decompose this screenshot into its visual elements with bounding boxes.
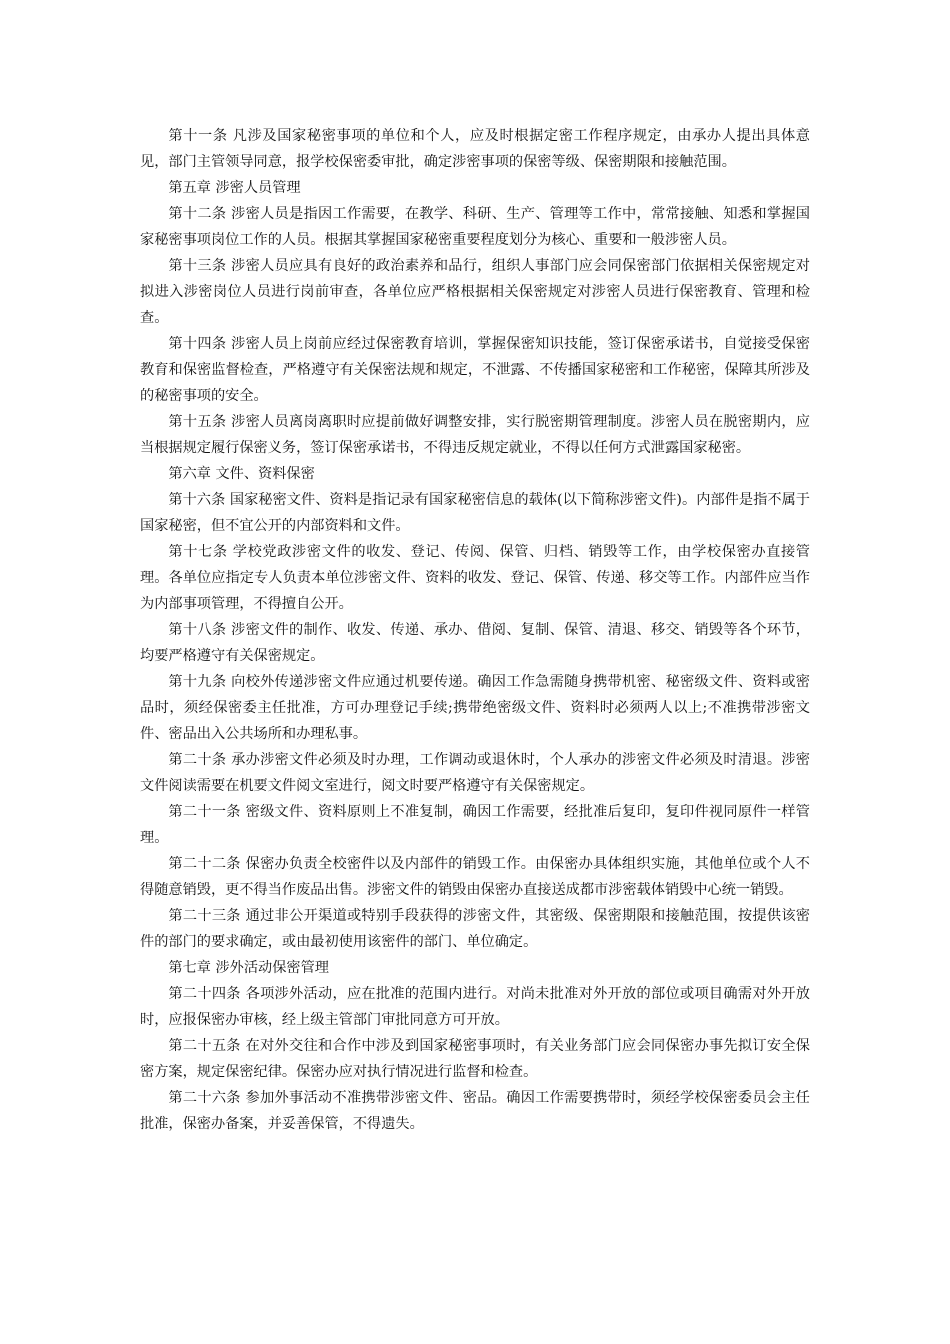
article-20: 第二十条 承办涉密文件必须及时办理，工作调动或退休时，个人承办的涉密文件必须及时清退。涉密文件阅读需要在机要文件阅文室进行，阅文时要严格遵守有关保密规定。 (140, 752, 810, 794)
article-21: 第二十一条 密级文件、资料原则上不准复制，确因工作需要，经批准后复印，复印件视同原件一样管理。 (140, 804, 810, 846)
article-23: 第二十三条 通过非公开渠道或特别手段获得的涉密文件，其密级、保密期限和接触范围，按提供该密件的部门的要求确定，或由最初使用该密件的部门、单位确定。 (140, 908, 810, 950)
chapter-7-heading: 第七章 涉外活动保密管理 (168, 960, 329, 976)
article-12: 第十二条 涉密人员是指因工作需要，在教学、科研、生产、管理等工作中，常常接触、知悉和掌握国家秘密事项岗位工作的人员。根据其掌握国家秘密重要程度划分为核心、重要和一般涉密人员。 (140, 206, 810, 248)
chapter-6-heading: 第六章 文件、资料保密 (168, 466, 315, 482)
article-11: 第十一条 凡涉及国家秘密事项的单位和个人，应及时根据定密工作程序规定，由承办人提出具体意见，部门主管领导同意，报学校保密委审批，确定涉密事项的保密等级、保密期限和接触范围。 (140, 128, 810, 170)
chapter-5-heading: 第五章 涉密人员管理 (168, 180, 301, 196)
article-19: 第十九条 向校外传递涉密文件应通过机要传递。确因工作急需随身携带机密、秘密级文件、资料或密品时，须经保密委主任批准，方可办理登记手续;携带绝密级文件、资料时必须两人以上;不准携带涉密文件、密品出入公共场所和办理私事。 (140, 674, 810, 742)
article-13: 第十三条 涉密人员应具有良好的政治素养和品行，组织人事部门应会同保密部门依据相关保密规定对拟进入涉密岗位人员进行岗前审查，各单位应严格根据相关保密规定对涉密人员进行保密教育、管理和检查。 (140, 258, 810, 326)
article-26: 第二十六条 参加外事活动不准携带涉密文件、密品。确因工作需要携带时，须经学校保密委员会主任批准，保密办备案，并妥善保管，不得遗失。 (140, 1090, 810, 1132)
document-page (140, 123, 810, 1137)
article-22: 第二十二条 保密办负责全校密件以及内部件的销毁工作。由保密办具体组织实施，其他单位或个人不得随意销毁，更不得当作废品出售。涉密文件的销毁由保密办直接送成都市涉密载体销毁中心统一销毁。 (140, 856, 810, 898)
article-15: 第十五条 涉密人员离岗离职时应提前做好调整安排，实行脱密期管理制度。涉密人员在脱密期内，应当根据规定履行保密义务，签订保密承诺书，不得违反规定就业，不得以任何方式泄露国家秘密。 (140, 414, 810, 456)
article-17: 第十七条 学校党政涉密文件的收发、登记、传阅、保管、归档、销毁等工作，由学校保密办直接管理。各单位应指定专人负责本单位涉密文件、资料的收发、登记、保管、传递、移交等工作。内部件应当作为内部事项管理，不得擅自公开。 (140, 544, 810, 612)
article-16: 第十六条 国家秘密文件、资料是指记录有国家秘密信息的载体(以下简称涉密文件)。内部件是指不属于国家秘密，但不宜公开的内部资料和文件。 (140, 492, 810, 534)
article-14: 第十四条 涉密人员上岗前应经过保密教育培训，掌握保密知识技能，签订保密承诺书，自觉接受保密教育和保密监督检查，严格遵守有关保密法规和规定，不泄露、不传播国家秘密和工作秘密，保障其所涉及的秘密事项的安全。 (140, 336, 810, 404)
article-25: 第二十五条 在对外交往和合作中涉及到国家秘密事项时，有关业务部门应会同保密办事先拟订安全保密方案，规定保密纪律。保密办应对执行情况进行监督和检查。 (140, 1038, 810, 1080)
article-24: 第二十四条 各项涉外活动，应在批准的范围内进行。对尚未批准对外开放的部位或项目确需对外开放时，应报保密办审核，经上级主管部门审批同意方可开放。 (140, 986, 810, 1028)
article-18: 第十八条 涉密文件的制作、收发、传递、承办、借阅、复制、保管、清退、移交、销毁等各个环节，均要严格遵守有关保密规定。 (140, 622, 810, 664)
